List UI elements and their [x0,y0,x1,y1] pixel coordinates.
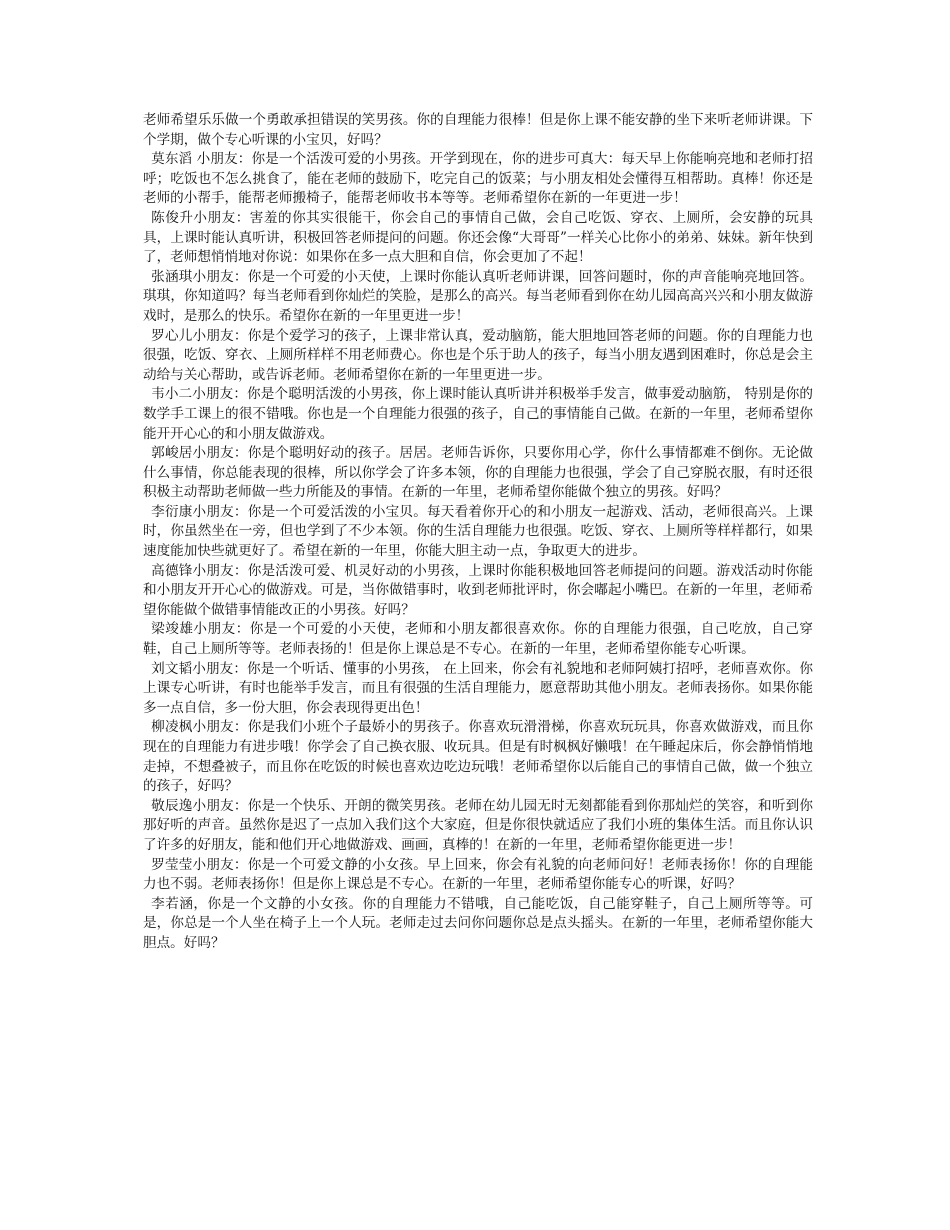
comment-paragraph: 张涵琪小朋友：你是一个可爱的小天使，上课时你能认真听老师讲课，回答问题时，你的声音能响亮地回答。琪琪，你知道吗？每当老师看到你灿烂的笑脸，是那么的高兴。每当老师看到你在幼儿园高高兴兴和小朋友做游戏时，是那么的快乐。希望你在新的一年里更进一步！ [143,268,813,324]
comment-paragraph: 罗莹莹小朋友：你是一个可爱文静的小女孩。早上回来，你会有礼貌的向老师问好！老师表扬你！你的自理能力也不弱。老师表扬你！但是你上课总是不专心。在新的一年里，老师希望你能专心的听课，好吗？ [143,856,813,893]
comment-paragraph: 莫东滔 小朋友：你是一个活泼可爱的小男孩。开学到现在，你的进步可真大：每天早上你能响亮地和老师打招呼；吃饭也不怎么挑食了，能在老师的鼓励下，吃完自己的饭菜；与小朋友相处会懂得互相帮助。真棒！你还是老师的小帮手，能帮老师搬椅子，能帮老师收书本等等。老师希望你在新的一年更进一步！ [143,151,813,207]
document-page [143,111,813,954]
comment-paragraph: 老师希望乐乐做一个勇敢承担错误的笑男孩。你的自理能力很棒！但是你上课不能安静的坐下来听老师讲课。下个学期，做个专心听课的小宝贝，好吗？ [143,112,813,148]
comment-paragraph: 刘文韬小朋友：你是一个听话、懂事的小男孩， 在上回来，你会有礼貌地和老师阿姨打招呼，老师喜欢你。你上课专心听讲，有时也能举手发言，而且有很强的生活自理能力，愿意帮助其他小朋友。老师表扬你。如果你能多一点自信，多一份大胆，你会表现得更出色！ [143,660,813,716]
comment-paragraph: 李衍康小朋友：你是一个可爱活泼的小宝贝。每天看着你开心的和小朋友一起游戏、活动，老师很高兴。上课时，你虽然坐在一旁，但也学到了不少本领。你的生活自理能力也很强。吃饭、穿衣、上厕所等样样都行，如果速度能加快些就更好了。希望在新的一年里，你能大胆主动一点，争取更大的进步。 [143,503,813,560]
comment-paragraph: 高德锋小朋友：你是活泼可爱、机灵好动的小男孩，上课时你能积极地回答老师提问的问题。游戏活动时你能和小朋友开开心心的做游戏。可是，当你做错事时，收到老师批评时，你会嘟起小嘴巴。在新的一年里，老师希望你能做个做错事情能改正的小男孩。好吗？ [143,562,813,618]
comment-paragraph: 柳凌枫小朋友：你是我们小班个子最娇小的男孩子。你喜欢玩滑滑梯，你喜欢玩玩具，你喜欢做游戏，而且你现在的自理能力有进步哦！你学会了自己换衣服、收玩具。但是有时枫枫好懒哦！在午睡起床后，你会静悄悄地走掉，不想叠被子，而且你在吃饭的时候也喜欢边吃边玩哦！老师希望你以后能自己的事情自己做，做一个独立的孩子，好吗？ [143,719,813,795]
comment-paragraph: 罗心儿小朋友：你是个爱学习的孩子，上课非常认真，爱动脑筋，能大胆地回答老师的问题。你的自理能力也很强，吃饭、穿衣、上厕所样样不用老师费心。你也是个乐于助人的孩子，每当小朋友遇到困难时，你总是会主动给与关心帮助，或告诉老师。老师希望你在新的一年里更进一步。 [143,327,813,383]
comment-paragraph: 陈俊升小朋友：害羞的你其实很能干，你会自己的事情自己做，会自己吃饭、穿衣、上厕所，会安静的玩具具，上课时能认真听讲，积极回答老师提问的问题。你还会像“大哥哥”一样关心比你小的弟弟、妹妹。新年快到了，老师想悄悄地对你说：如果你在多一点大胆和自信，你会更加了不起！ [143,209,813,266]
comment-paragraph: 李若涵，你是一个文静的小女孩。你的自理能力不错哦，自己能吃饭，自己能穿鞋子，自己上厕所等等。可是，你总是一个人坐在椅子上一个人玩。老师走过去问你问题你总是点头摇头。在新的一年里，老师希望你能大胆点。好吗？ [143,895,813,951]
comment-paragraph: 梁竣雄小朋友：你是一个可爱的小天使，老师和小朋友都很喜欢你。你的自理能力很强，自己吃放，自己穿鞋，自己上厕所等等。老师表扬的！但是你上课总是不专心。在新的一年里，老师希望你能专心听课。 [143,621,813,658]
comment-paragraph: 郭峻居小朋友：你是个聪明好动的孩子。居居。老师告诉你，只要你用心学，你什么事情都难不倒你。无论做什么事情，你总能表现的很棒，所以你学会了许多本领，你的自理能力也很强，学会了自己穿脱衣服，有时还很积极主动帮助老师做一些力所能及的事情。在新的一年里，老师希望你能做个独立的男孩。好吗？ [143,445,813,501]
comment-paragraph: 韦小二小朋友：你是个聪明活泼的小男孩，你上课时能认真听讲并积极举手发言，做事爱动脑筋， 特别是你的数学手工课上的很不错哦。你也是一个自理能力很强的孩子，自己的事情能自己做。在新的一年里，老师希望你能开开心心的和小朋友做游戏。 [143,386,813,442]
comment-paragraph: 敬辰逸小朋友：你是一个快乐、开朗的微笑男孩。老师在幼儿园无时无刻都能看到你那灿烂的笑容，和听到你那好听的声音。虽然你是迟了一点加入我们这个大家庭，但是你很快就适应了我们小班的集体生活。而且你认识了许多的好朋友，能和他们开心地做游戏、画画，真棒的！在新的一年里，老师希望你能更进一步！ [143,797,813,853]
